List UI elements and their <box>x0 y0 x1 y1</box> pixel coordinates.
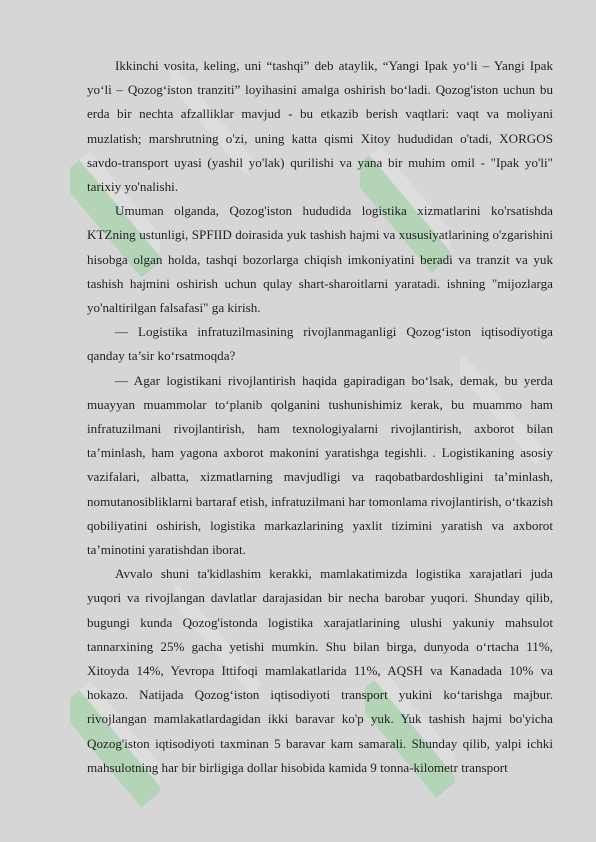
paragraph-4: — Agar logistikani rivojlantirish haqida gapiradigan bo‘lsak, demak, bu yerda muayyan muammolar to‘planib qolganini tushunishimiz kerak, bu muammo ham infratuzilmani rivojlantirish, ham texnologiyalarni rivojlantirish, axborot bilan ta’minlash, ham yagona axborot makonini yaratishga tegishli. . Logistikaning asosiy vazifalari, albatta, xizmatlarning mavjudligi va raqobatbardoshligini ta’minlash, nomutanosibliklarni bartaraf etish, infratuzilmani har tomonlama rivojlantirish, o‘tkazish qobiliyatini oshirish, logistika markazlarining yaxlit tizimini yaratish va axborot ta’minotini yaratishdan iborat. <box>87 372 553 558</box>
paragraph-2: Umuman olganda, Qozog'iston hududida logistika xizmatlarini ko'rsatishda KTZning ustunligi, SPFIID doirasida yuk tashish hajmi va xususiyatlarining o'zgarishini hisobga olgan holda, tashqi bozorlarga chiqish imkoniyatini beradi va tranzit va yuk tashish hajmini oshirish uchun qulay shart-sharoitlarni yaratadi. ishning "mijozlarga yo'naltirilgan falsafasi" ga kirish. <box>87 203 553 316</box>
paragraph-1: Ikkinchi vosita, keling, uni “tashqi” deb ataylik, “Yangi Ipak yo‘li – Yangi Ipak yo‘li – Qozog‘iston tranziti” loyihasini amalga oshirish bo‘ladi. Qozog'iston uchun bu erda bir nechta afzalliklar mavjud - bu etkazib berish vaqtlari: vaqt va moliyani muzlatish; marshrutning o'zi, uning katta qismi Xitoy hududidan o'tadi, XORGOS savdo-transport uyasi (yashil yo'lak) qurilishi va yana bir muhim omil - "Ipak yo'li" tarixiy yo'nalishi. <box>87 58 553 195</box>
paragraph-5: Avvalo shuni ta'kidlashim kerakki, mamlakatimizda logistika xarajatlari juda yuqori va rivojlangan davlatlar darajasidan bir necha barobar yuqori. Shunday qilib, bugungi kunda Qozog'istonda logistika xarajatlarining ulushi yakuniy mahsulot tannarxining 25% gacha yetishi mumkin. Shu bilan birga, dunyoda o‘rtacha 11%, Xitoyda 14%, Yevropa Ittifoqi mamlakatlarida 11%, AQSH va Kanadada 10% va hokazo. Natijada Qozog‘iston iqtisodiyoti transport yukini ko‘tarishga majbur. rivojlangan mamlakatlardagidan ikki baravar ko'p yuk. Yuk tashish hajmi bo'yicha Qozog'iston iqtisodiyoti taxminan 5 baravar kam samarali. Shunday qilib, yalpi ichki mahsulotning har bir birligiga dollar hisobida kamida 9 tonna-kilometr transport <box>87 566 553 775</box>
document-body <box>87 54 553 780</box>
paragraph-3: — Logistika infratuzilmasining rivojlanmaganligi Qozog‘iston iqtisodiyotiga qanday ta’sir ko‘rsatmoqda? <box>87 324 553 364</box>
